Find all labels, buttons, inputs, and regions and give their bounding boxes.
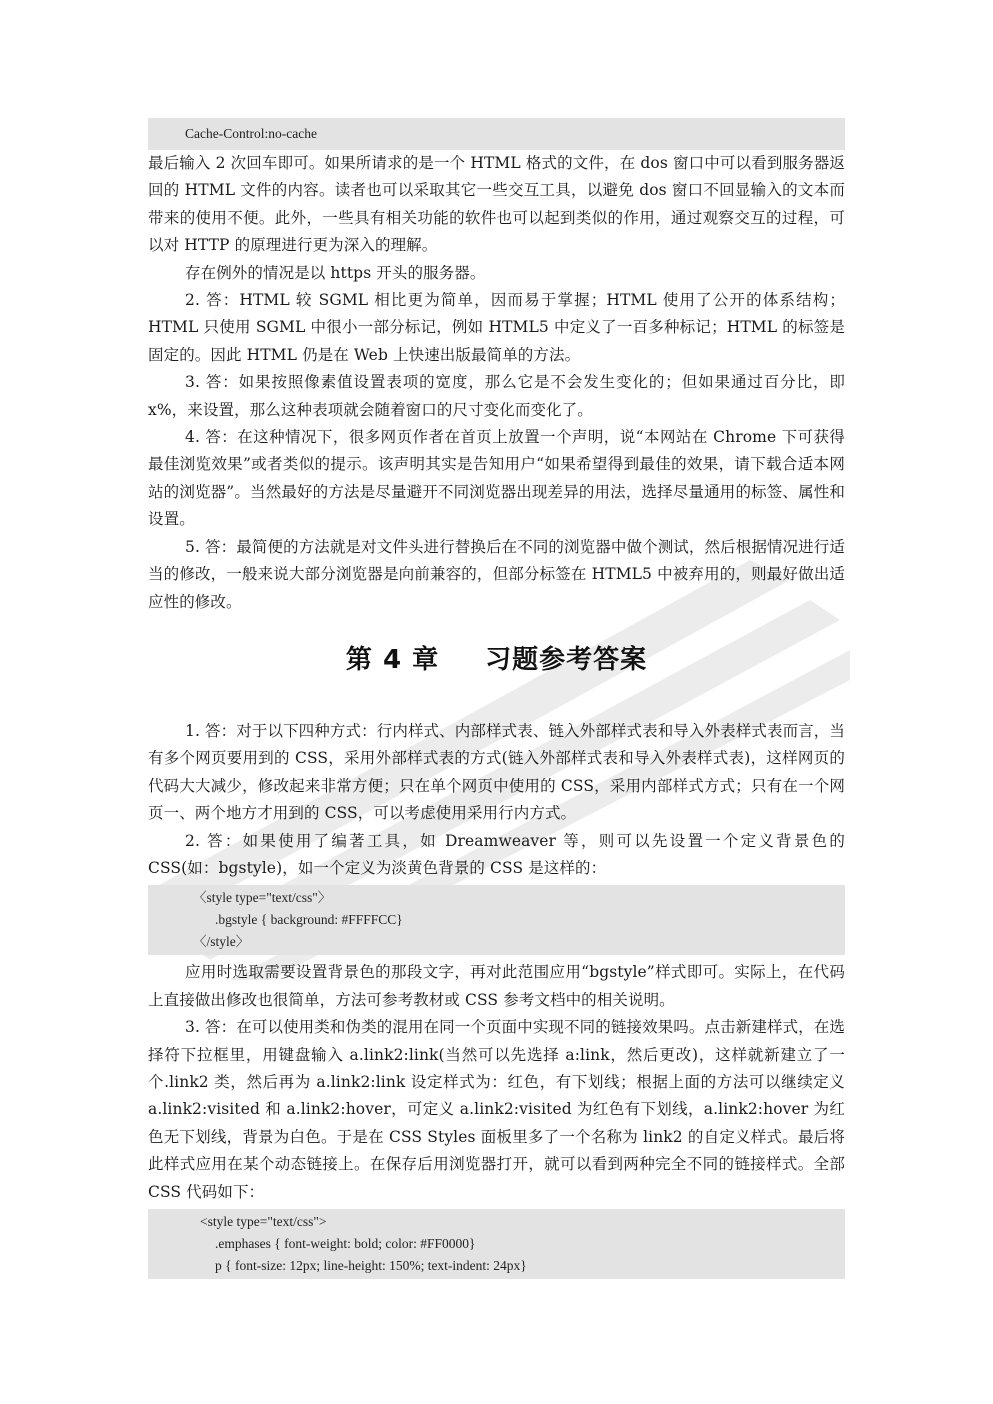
code-line: <style type="text/css"> [200,1214,327,1229]
code-line: .emphases { font-weight: bold; color: #FF0000} [215,1236,476,1251]
paragraph: 存在例外的情况是以 https 开头的服务器。 [185,263,486,282]
chapter-heading [148,640,845,680]
chapter-number: 第 4 章 [345,644,440,675]
paragraph-answer-2: 2. 答：HTML 较 SGML 相比更为简单，因而易于掌握；HTML 使用了公开的体系结构；HTML 只使用 SGML 中很小一部分标记，例如 HTML5 中定义了一百多种标记；HTML 的标签是固定的。因此 HTML 仍是在 Web 上快速出版最简单的方法。 [148,291,845,364]
code-line: p { font-size: 12px; line-height: 150%; text-indent: 24px} [215,1258,527,1273]
code-line: .bgstyle { background: #FFFFCC} [215,912,403,928]
paragraph: 最后输入 2 次回车即可。如果所请求的是一个 HTML 格式的文件，在 dos 窗口中可以看到服务器返回的 HTML 文件的内容。读者也可以采取其它一些交互工具，以避免 dos 窗口不回显输入的文本而带来的使用不便。此外，一些具有相关功能的软件也可以起到类似的作用，通过观察交互的过程，可以对 HTTP 的原理进行更为深入的理解。 [148,154,845,255]
document-page [148,118,845,1279]
paragraph-answer-5: 5. 答：最简便的方法就是对文件头进行替换后在不同的浏览器中做个测试，然后根据情况进行适当的修改，一般来说大部分浏览器是向前兼容的，但部分标签在 HTML5 中被弃用的，则最好做出适应性的修改。 [148,537,845,611]
code-line: 〈style type="text/css"〉 [193,890,332,906]
code-block-http-header [148,118,845,150]
code-block-bgstyle [148,885,845,955]
code-block-css [148,1209,845,1279]
paragraph: 应用时选取需要设置背景色的那段文字，再对此范围应用“bgstyle”样式即可。实际上，在代码上直接做出修改也很简单，方法可参考教材或 CSS 参考文档中的相关说明。 [148,963,845,1009]
paragraph-answer-4: 4. 答：在这种情况下，很多网页作者在首页上放置一个声明，说“本网站在 Chrome 下可获得最佳浏览效果”或者类似的提示。该声明其实是告知用户“如果希望得到最佳的效果，请下载合适本网站的浏览器”。当然最好的方法是尽量避开不同浏览器出现差异的用法，选择尽量通用的标签、属性和设置。 [148,428,845,529]
code-line: 〈/style〉 [193,934,250,950]
chapter-title: 习题参考答案 [485,644,648,675]
paragraph-answer-3: 3. 答：如果按照像素值设置表项的宽度，那么它是不会发生变化的；但如果通过百分比，即 x%，来设置，那么这种表项就会随着窗口的尺寸变化而变化了。 [148,373,845,419]
paragraph-ch4-answer-1: 1. 答：对于以下四种方式：行内样式、内部样式表、链入外部样式表和导入外表样式表而言，当有多个网页要用到的 CSS，采用外部样式表的方式(链入外部样式表和导入外表样式表)，这样网页的代码大大减少，修改起来非常方便；只在单个网页中使用的 CSS，采用内部样式方式；只有在一个网页一、两个地方才用到的 CSS，可以考虑使用采用行内方式。 [148,721,845,823]
paragraph-ch4-answer-3: 3. 答：在可以使用类和伪类的混用在同一个页面中实现不同的链接效果吗。点击新建样式，在选择符下拉框里，用键盘输入 a.link2:link(当然可以先选择 a:link，然后更改)，这样就新建立了一个.link2 类，然后再为 a.link2:link 设定样式为：红色，有下划线；根据上面的方法可以继续定义 a.link2:visited 和 a.link2:hover，可定义 a.link2:visited 为红色有下划线，a.link2:hover 为红色无下划线，背景为白色。于是在 CSS Styles 面板里多了一个名称为 link2 的自定义样式。最后将此样式应用在某个动态链接上。在保存后用浏览器打开，就可以看到两种完全不同的链接样式。全部 CSS 代码如下： [148,1018,845,1201]
paragraph-ch4-answer-2: 2. 答：如果使用了编著工具，如 Dreamweaver 等，则可以先设置一个定义背景色的 CSS(如：bgstyle)，如一个定义为淡黄色背景的 CSS 是这样的： [148,831,845,877]
code-line: Cache-Control:no-cache [185,126,317,141]
